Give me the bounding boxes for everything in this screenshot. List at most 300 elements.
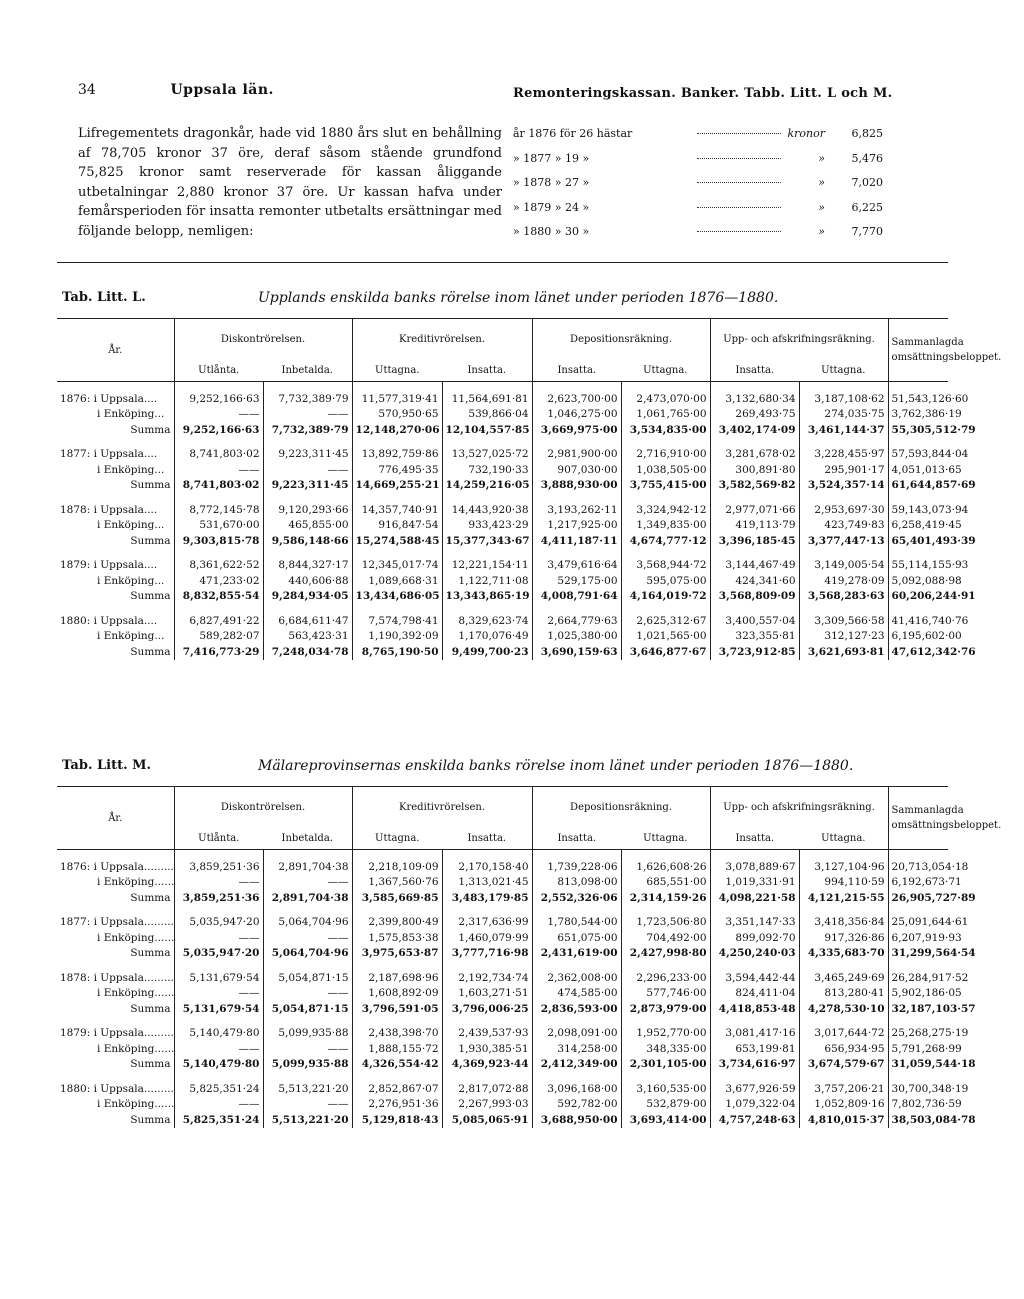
remont-list	[513, 127, 883, 250]
summa-row	[57, 533, 948, 549]
table-cell: 531,670·00	[174, 518, 263, 534]
table-cell: 348,335·00	[621, 1041, 710, 1057]
table-cell: ——	[263, 1041, 352, 1057]
table-row	[57, 573, 948, 589]
leader-dots	[697, 133, 781, 134]
remont-amount: 6,225	[851, 200, 883, 214]
row-label: i Enköping......	[97, 1042, 175, 1055]
table-cell: 3,859,251·36	[174, 859, 263, 875]
table-cell: 3,081,417·16	[710, 1026, 799, 1042]
group-header: Diskontrörelsen.	[174, 319, 352, 359]
table-cell: 2,314,159·26	[621, 890, 710, 906]
remont-year-count: » 1878 » 27 »	[513, 176, 590, 189]
row-label: Summa	[130, 423, 171, 436]
table-cell: 7,732,389·79	[263, 422, 352, 438]
table-cell: 12,345,017·74	[352, 558, 442, 574]
table-cell: 59,143,073·94	[888, 502, 948, 518]
table-cell: 3,351,147·33	[710, 915, 799, 931]
table-cell: 3,677,926·59	[710, 1081, 799, 1097]
table-cell: 2,098,091·00	[532, 1026, 621, 1042]
table-cell: 6,195,602·00	[888, 629, 948, 645]
table-cell: 7,802,736·59	[888, 1097, 948, 1113]
summa-row	[57, 1001, 948, 1017]
table-cell: 5,099,935·88	[263, 1026, 352, 1042]
leader-dots	[697, 231, 781, 232]
remont-unit: »	[818, 151, 825, 165]
table-cell: 3,859,251·36	[174, 890, 263, 906]
table-cell: 653,199·81	[710, 1041, 799, 1057]
table-cell: 323,355·81	[710, 629, 799, 645]
table-cell: 5,064,704·96	[263, 946, 352, 962]
table-cell: 3,755,415·00	[621, 478, 710, 494]
leader-dots	[697, 158, 781, 159]
leader-dots	[697, 182, 781, 183]
row-label: 1880: i Uppsala.........	[60, 1082, 174, 1095]
table-cell: 14,259,216·05	[442, 478, 532, 494]
table-cell: 3,461,144·37	[799, 422, 888, 438]
summa-row	[57, 946, 948, 962]
table-cell: 3,585,669·85	[352, 890, 442, 906]
table-cell: 3,688,950·00	[532, 1112, 621, 1128]
table-cell: 312,127·23	[799, 629, 888, 645]
total-header: Sammanlagda omsättningsbeloppet.	[888, 319, 948, 382]
table-cell: 14,443,920·38	[442, 502, 532, 518]
table-cell: ——	[263, 462, 352, 478]
table-l-caption: Upplands enskilda banks rörelse inom länet under perioden 1876—1880.	[258, 290, 779, 306]
table-row	[57, 970, 948, 986]
summa-row	[57, 589, 948, 605]
table-cell: 776,495·35	[352, 462, 442, 478]
table-cell: 419,278·09	[799, 573, 888, 589]
remont-unit: »	[818, 200, 825, 214]
table-cell: 4,411,187·11	[532, 533, 621, 549]
summa-row	[57, 890, 948, 906]
table-cell: 51,543,126·60	[888, 391, 948, 407]
table-cell: 2,953,697·30	[799, 502, 888, 518]
remont-amount: 5,476	[851, 151, 883, 165]
table-cell: 3,132,680·34	[710, 391, 799, 407]
table-cell: 7,574,798·41	[352, 613, 442, 629]
table-cell: 30,700,348·19	[888, 1081, 948, 1097]
table-cell: 595,075·00	[621, 573, 710, 589]
table-row	[57, 502, 948, 518]
table-cell: 8,329,623·74	[442, 613, 532, 629]
table-cell: 2,439,537·93	[442, 1026, 532, 1042]
page-header-left	[78, 82, 274, 98]
table-cell: 2,852,867·07	[352, 1081, 442, 1097]
row-label: i Enköping......	[97, 876, 175, 889]
table-cell: 4,164,019·72	[621, 589, 710, 605]
row-label: Summa	[130, 534, 171, 547]
table-cell: 732,190·33	[442, 462, 532, 478]
table-cell: 3,757,206·21	[799, 1081, 888, 1097]
table-cell: 26,284,917·52	[888, 970, 948, 986]
table-cell: 916,847·54	[352, 518, 442, 534]
table-cell: 269,493·75	[710, 407, 799, 423]
sub-header: Inbetalda.	[263, 827, 352, 850]
table-cell: 6,827,491·22	[174, 613, 263, 629]
table-cell: 6,258,419·45	[888, 518, 948, 534]
table-cell: 3,674,579·67	[799, 1057, 888, 1073]
table-cell: 5,513,221·20	[263, 1112, 352, 1128]
table-cell: 1,952,770·00	[621, 1026, 710, 1042]
sub-header: Insatta.	[532, 827, 621, 850]
table-cell: 3,377,447·13	[799, 533, 888, 549]
row-label: 1878: i Uppsala....	[60, 503, 158, 516]
table-row	[57, 447, 948, 463]
remont-row	[513, 201, 883, 226]
table-cell: 2,438,398·70	[352, 1026, 442, 1042]
remont-year-count: » 1879 » 24 »	[513, 200, 590, 214]
table-row	[57, 1097, 948, 1113]
table-row	[57, 518, 948, 534]
table-cell: 2,625,312·67	[621, 613, 710, 629]
table-cell: 15,377,343·67	[442, 533, 532, 549]
table-cell: 8,361,622·52	[174, 558, 263, 574]
table-cell: 3,396,185·45	[710, 533, 799, 549]
sub-header: Uttagna.	[352, 827, 442, 850]
table-cell: 32,187,103·57	[888, 1001, 948, 1017]
table-cell: 8,741,803·02	[174, 478, 263, 494]
table-cell: 13,892,759·86	[352, 447, 442, 463]
table-cell: 917,326·86	[799, 930, 888, 946]
sub-header: Inbetalda.	[263, 359, 352, 382]
table-cell: ——	[263, 986, 352, 1002]
table-cell: 4,326,554·42	[352, 1057, 442, 1073]
table-row	[57, 407, 948, 423]
group-header: Diskontrörelsen.	[174, 787, 352, 827]
table-cell: ——	[263, 1097, 352, 1113]
table-cell: 1,780,544·00	[532, 915, 621, 931]
table-row	[57, 875, 948, 891]
table-cell: 899,092·70	[710, 930, 799, 946]
table-cell: 5,791,268·99	[888, 1041, 948, 1057]
group-header: Depositionsräkning.	[532, 319, 710, 359]
row-label: i Enköping...	[97, 574, 165, 587]
row-label: 1877: i Uppsala.........	[60, 916, 174, 929]
row-label: 1876: i Uppsala.........	[60, 860, 174, 873]
table-cell: 824,411·04	[710, 986, 799, 1002]
remont-unit: kronor	[787, 127, 825, 140]
table-cell: 2,301,105·00	[621, 1057, 710, 1073]
table-cell: 423,749·83	[799, 518, 888, 534]
table-cell: 3,524,357·14	[799, 478, 888, 494]
table-cell: 9,499,700·23	[442, 644, 532, 660]
table-cell: 4,757,248·63	[710, 1112, 799, 1128]
table-cell: 9,303,815·78	[174, 533, 263, 549]
table-cell: 5,825,351·24	[174, 1112, 263, 1128]
remont-row	[513, 225, 883, 250]
table-cell: 2,836,593·00	[532, 1001, 621, 1017]
row-label: 1879: i Uppsala.........	[60, 1027, 174, 1040]
table-cell: 3,646,877·67	[621, 644, 710, 660]
table-cell: 1,061,765·00	[621, 407, 710, 423]
table-l-label: Tab. Litt. L.	[62, 290, 146, 305]
table-cell: 2,431,619·00	[532, 946, 621, 962]
sub-header: Insatta.	[532, 359, 621, 382]
table-cell: 2,362,008·00	[532, 970, 621, 986]
row-label: Summa	[130, 479, 171, 492]
table-cell: 8,772,145·78	[174, 502, 263, 518]
table-cell: 2,317,636·99	[442, 915, 532, 931]
table-cell: 9,252,166·63	[174, 422, 263, 438]
table-cell: 295,901·17	[799, 462, 888, 478]
table-cell: 5,054,871·15	[263, 970, 352, 986]
table-cell: ——	[174, 875, 263, 891]
group-header: Upp- och afskrifningsräkning.	[710, 319, 888, 359]
table-cell: 2,891,704·38	[263, 890, 352, 906]
summa-row	[57, 478, 948, 494]
table-cell: 41,416,740·76	[888, 613, 948, 629]
table-cell: ——	[174, 407, 263, 423]
table-cell: 685,551·00	[621, 875, 710, 891]
table-cell: 3,568,809·09	[710, 589, 799, 605]
table-cell: 2,192,734·74	[442, 970, 532, 986]
section-title: Remonteringskassan. Banker. Tabb. Litt. L och M.	[513, 86, 893, 101]
table-row	[57, 558, 948, 574]
table-cell: 5,129,818·43	[352, 1112, 442, 1128]
table-cell: 12,221,154·11	[442, 558, 532, 574]
table-cell: 11,564,691·81	[442, 391, 532, 407]
table-cell: 9,223,311·45	[263, 447, 352, 463]
table-cell: ——	[263, 875, 352, 891]
table-cell: 577,746·00	[621, 986, 710, 1002]
table-cell: 9,120,293·66	[263, 502, 352, 518]
table-cell: 2,891,704·38	[263, 859, 352, 875]
table-cell: 2,296,233·00	[621, 970, 710, 986]
table-cell: 933,423·29	[442, 518, 532, 534]
table-cell: 4,278,530·10	[799, 1001, 888, 1017]
table-cell: 5,064,704·96	[263, 915, 352, 931]
table-cell: 14,669,255·21	[352, 478, 442, 494]
table-cell: 20,713,054·18	[888, 859, 948, 875]
summa-row	[57, 644, 948, 660]
row-label: i Enköping...	[97, 408, 165, 421]
sub-header: Insatta.	[710, 359, 799, 382]
table-cell: 5,513,221·20	[263, 1081, 352, 1097]
table-cell: 12,148,270·06	[352, 422, 442, 438]
table-cell: 3,400,557·04	[710, 613, 799, 629]
table-row	[57, 859, 948, 875]
year-header: År.	[57, 787, 174, 850]
table-cell: 2,427,998·80	[621, 946, 710, 962]
table-cell: 1,019,331·91	[710, 875, 799, 891]
table-cell: 4,121,215·55	[799, 890, 888, 906]
row-label: 1878: i Uppsala.........	[60, 971, 174, 984]
divider	[57, 262, 948, 263]
table-cell: 3,418,356·84	[799, 915, 888, 931]
page-number: 34	[78, 82, 96, 98]
row-label: Summa	[130, 1113, 171, 1126]
table-cell: 2,412,349·00	[532, 1057, 621, 1073]
table-cell: 570,950·65	[352, 407, 442, 423]
table-cell: 3,324,942·12	[621, 502, 710, 518]
remont-unit: »	[818, 225, 825, 238]
table-cell: 813,098·00	[532, 875, 621, 891]
year-header: År.	[57, 319, 174, 382]
region-title: Uppsala län.	[170, 82, 274, 98]
table-cell: 3,594,442·44	[710, 970, 799, 986]
table-cell: 3,690,159·63	[532, 644, 621, 660]
table-cell: 9,284,934·05	[263, 589, 352, 605]
table-cell: 1,626,608·26	[621, 859, 710, 875]
table-cell: 5,085,065·91	[442, 1112, 532, 1128]
table-cell: ——	[174, 986, 263, 1002]
table-cell: 2,473,070·00	[621, 391, 710, 407]
table-cell: 5,131,679·54	[174, 1001, 263, 1017]
table-cell: 2,981,900·00	[532, 447, 621, 463]
table-cell: 2,716,910·00	[621, 447, 710, 463]
table-cell: 12,104,557·85	[442, 422, 532, 438]
table-cell: 274,035·75	[799, 407, 888, 423]
table-cell: 13,527,025·72	[442, 447, 532, 463]
table-cell: 563,423·31	[263, 629, 352, 645]
row-label: i Enköping......	[97, 931, 175, 944]
table-cell: 3,669,975·00	[532, 422, 621, 438]
table-cell: 8,765,190·50	[352, 644, 442, 660]
sub-header: Insatta.	[442, 827, 532, 850]
remont-year-count: år 1876 för 26 hästar	[513, 127, 633, 140]
remont-amount: 7,770	[851, 225, 883, 238]
table-cell: 2,399,800·49	[352, 915, 442, 931]
total-header: Sammanlagda omsättningsbeloppet.	[888, 787, 948, 850]
table-cell: 4,810,015·37	[799, 1112, 888, 1128]
sub-header: Uttagna.	[621, 827, 710, 850]
row-label: i Enköping......	[97, 1098, 175, 1111]
table-cell: 1,575,853·38	[352, 930, 442, 946]
table-cell: 1,930,385·51	[442, 1041, 532, 1057]
row-label: Summa	[130, 1002, 171, 1015]
table-cell: 5,092,088·98	[888, 573, 948, 589]
table-cell: 3,465,249·69	[799, 970, 888, 986]
table-cell: 3,160,535·00	[621, 1081, 710, 1097]
table-cell: 4,418,853·48	[710, 1001, 799, 1017]
table-cell: 1,349,835·00	[621, 518, 710, 534]
table-cell: 419,113·79	[710, 518, 799, 534]
sub-header: Insatta.	[710, 827, 799, 850]
table-cell: 3,568,283·63	[799, 589, 888, 605]
table-row	[57, 1041, 948, 1057]
sub-header: Uttagna.	[352, 359, 442, 382]
table-cell: 474,585·00	[532, 986, 621, 1002]
table-row	[57, 1081, 948, 1097]
row-label: i Enköping......	[97, 987, 175, 1000]
table-cell: 25,091,644·61	[888, 915, 948, 931]
table-cell: ——	[263, 407, 352, 423]
table-l	[57, 319, 1002, 660]
table-cell: 3,723,912·85	[710, 644, 799, 660]
table-row	[57, 1026, 948, 1042]
table-cell: 2,276,951·36	[352, 1097, 442, 1113]
table-cell: 4,098,221·58	[710, 890, 799, 906]
table-cell: 4,051,013·65	[888, 462, 948, 478]
table-cell: 2,664,779·63	[532, 613, 621, 629]
table-cell: 704,492·00	[621, 930, 710, 946]
table-cell: 589,282·07	[174, 629, 263, 645]
table-cell: 6,207,919·93	[888, 930, 948, 946]
row-label: i Enköping...	[97, 519, 165, 532]
table-cell: 3,734,616·97	[710, 1057, 799, 1073]
table-cell: 5,140,479·80	[174, 1057, 263, 1073]
table-cell: 4,008,791·64	[532, 589, 621, 605]
table-cell: 5,902,186·05	[888, 986, 948, 1002]
table-cell: 1,608,892·09	[352, 986, 442, 1002]
sub-header: Utlånta.	[174, 359, 263, 382]
table-cell: 3,582,569·82	[710, 478, 799, 494]
table-cell: 3,762,386·19	[888, 407, 948, 423]
table-cell: 592,782·00	[532, 1097, 621, 1113]
table-cell: 1,460,079·99	[442, 930, 532, 946]
row-label: 1879: i Uppsala....	[60, 559, 158, 572]
remont-year-count: » 1880 » 30 »	[513, 225, 590, 238]
sub-header: Uttagna.	[799, 359, 888, 382]
summa-row	[57, 422, 948, 438]
table-cell: 7,248,034·78	[263, 644, 352, 660]
table-cell: 9,252,166·63	[174, 391, 263, 407]
table-cell: 9,586,148·66	[263, 533, 352, 549]
table-cell: 31,059,544·18	[888, 1057, 948, 1073]
table-cell: 1,888,155·72	[352, 1041, 442, 1057]
table-cell: 3,096,168·00	[532, 1081, 621, 1097]
table-cell: 7,416,773·29	[174, 644, 263, 660]
table-cell: 2,623,700·00	[532, 391, 621, 407]
group-header: Kreditivrörelsen.	[352, 319, 532, 359]
table-cell: 3,796,006·25	[442, 1001, 532, 1017]
table-cell: 3,149,005·54	[799, 558, 888, 574]
group-header: Upp- och afskrifningsräkning.	[710, 787, 888, 827]
remont-year-count: » 1877 » 19 »	[513, 151, 590, 165]
table-cell: 3,777,716·98	[442, 946, 532, 962]
table-cell: 9,223,311·45	[263, 478, 352, 494]
table-cell: 6,192,673·71	[888, 875, 948, 891]
table-cell: 3,017,644·72	[799, 1026, 888, 1042]
table-cell: 813,280·41	[799, 986, 888, 1002]
remont-row	[513, 152, 883, 177]
group-header: Depositionsräkning.	[532, 787, 710, 827]
table-cell: 1,122,711·08	[442, 573, 532, 589]
table-cell: 1,603,271·51	[442, 986, 532, 1002]
table-cell: 1,089,668·31	[352, 573, 442, 589]
table-cell: 2,552,326·06	[532, 890, 621, 906]
table-cell: 1,046,275·00	[532, 407, 621, 423]
table-cell: 3,621,693·81	[799, 644, 888, 660]
table-cell: 13,343,865·19	[442, 589, 532, 605]
table-row	[57, 629, 948, 645]
table-cell: 1,170,076·49	[442, 629, 532, 645]
table-cell: 1,052,809·16	[799, 1097, 888, 1113]
table-cell: 1,021,565·00	[621, 629, 710, 645]
table-cell: 3,402,174·09	[710, 422, 799, 438]
sub-header: Uttagna.	[621, 359, 710, 382]
table-cell: 3,309,566·58	[799, 613, 888, 629]
table-cell: 532,879·00	[621, 1097, 710, 1113]
summa-row	[57, 1057, 948, 1073]
table-cell: ——	[174, 462, 263, 478]
table-cell: 15,274,588·45	[352, 533, 442, 549]
table-cell: 471,233·02	[174, 573, 263, 589]
table-cell: 907,030·00	[532, 462, 621, 478]
row-label: 1880: i Uppsala....	[60, 614, 158, 627]
table-cell: 2,267,993·03	[442, 1097, 532, 1113]
table-cell: 3,568,944·72	[621, 558, 710, 574]
table-cell: 656,934·95	[799, 1041, 888, 1057]
table-cell: 7,732,389·79	[263, 391, 352, 407]
leader-dots	[697, 207, 781, 208]
table-cell: 3,193,262·11	[532, 502, 621, 518]
table-cell: 4,250,240·03	[710, 946, 799, 962]
row-label: Summa	[130, 645, 171, 658]
table-row	[57, 930, 948, 946]
